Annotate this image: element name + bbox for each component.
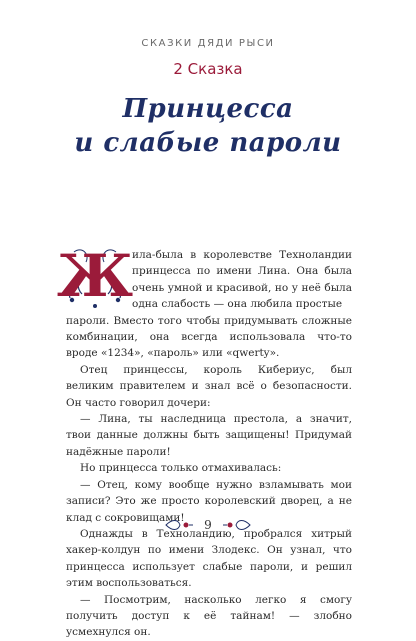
- paragraph-6: Однажды в Техноландию, пробрался хитрый хакер-колдун по имени Злодекс. Он узнал, что принцесса использует слабые пароли, и решил этим воспользоваться.: [66, 527, 352, 590]
- left-ornament-icon: [164, 518, 194, 532]
- paragraph-7: — Посмотрим, насколько легко я смогу получить доступ к её тайнам! — злобно усмехнулся он.: [66, 593, 352, 639]
- paragraph-5: — Отец, кому вообще нужно взламывать мои записи? Это же просто королевский дворец, а не клад с сокровищами!: [66, 478, 352, 524]
- page-number: 9: [204, 518, 212, 532]
- dropcap-letter: Ж: [56, 242, 134, 310]
- right-ornament-icon: [222, 518, 252, 532]
- story-title-line-1: Принцесса: [122, 94, 294, 124]
- paragraph-1-rest: пароли. Вместо того чтобы придумывать сложные комбинации, она всегда использовала что-то вроде «1234», «пароль» или «qwerty».: [66, 314, 352, 360]
- page-footer: [0, 518, 416, 532]
- paragraph-1-head: ила-была в королевстве Техноландии принцесса по имени Лина. Она была очень умной и красивой, но у неё была одна слабость — она любила простые: [132, 249, 352, 311]
- story-title: [0, 92, 416, 160]
- paragraph-4: Но принцесса только отмахивалась:: [80, 462, 282, 475]
- story-body: [66, 247, 352, 641]
- paragraph-3: — Лина, ты наследница престола, а значит, твои данные должны быть защищены! Придумай надёжные пароли!: [66, 413, 352, 458]
- chapter-label: 2 Сказка: [173, 60, 243, 78]
- paragraph-2: Отец принцессы, король Кибериус, был великим правителем и знал всё о безопасности. Он часто говорил дочери:: [66, 363, 352, 409]
- story-title-line-2: и слабые пароли: [74, 128, 342, 158]
- running-head: СКАЗКИ ДЯДИ РЫСИ: [141, 38, 275, 49]
